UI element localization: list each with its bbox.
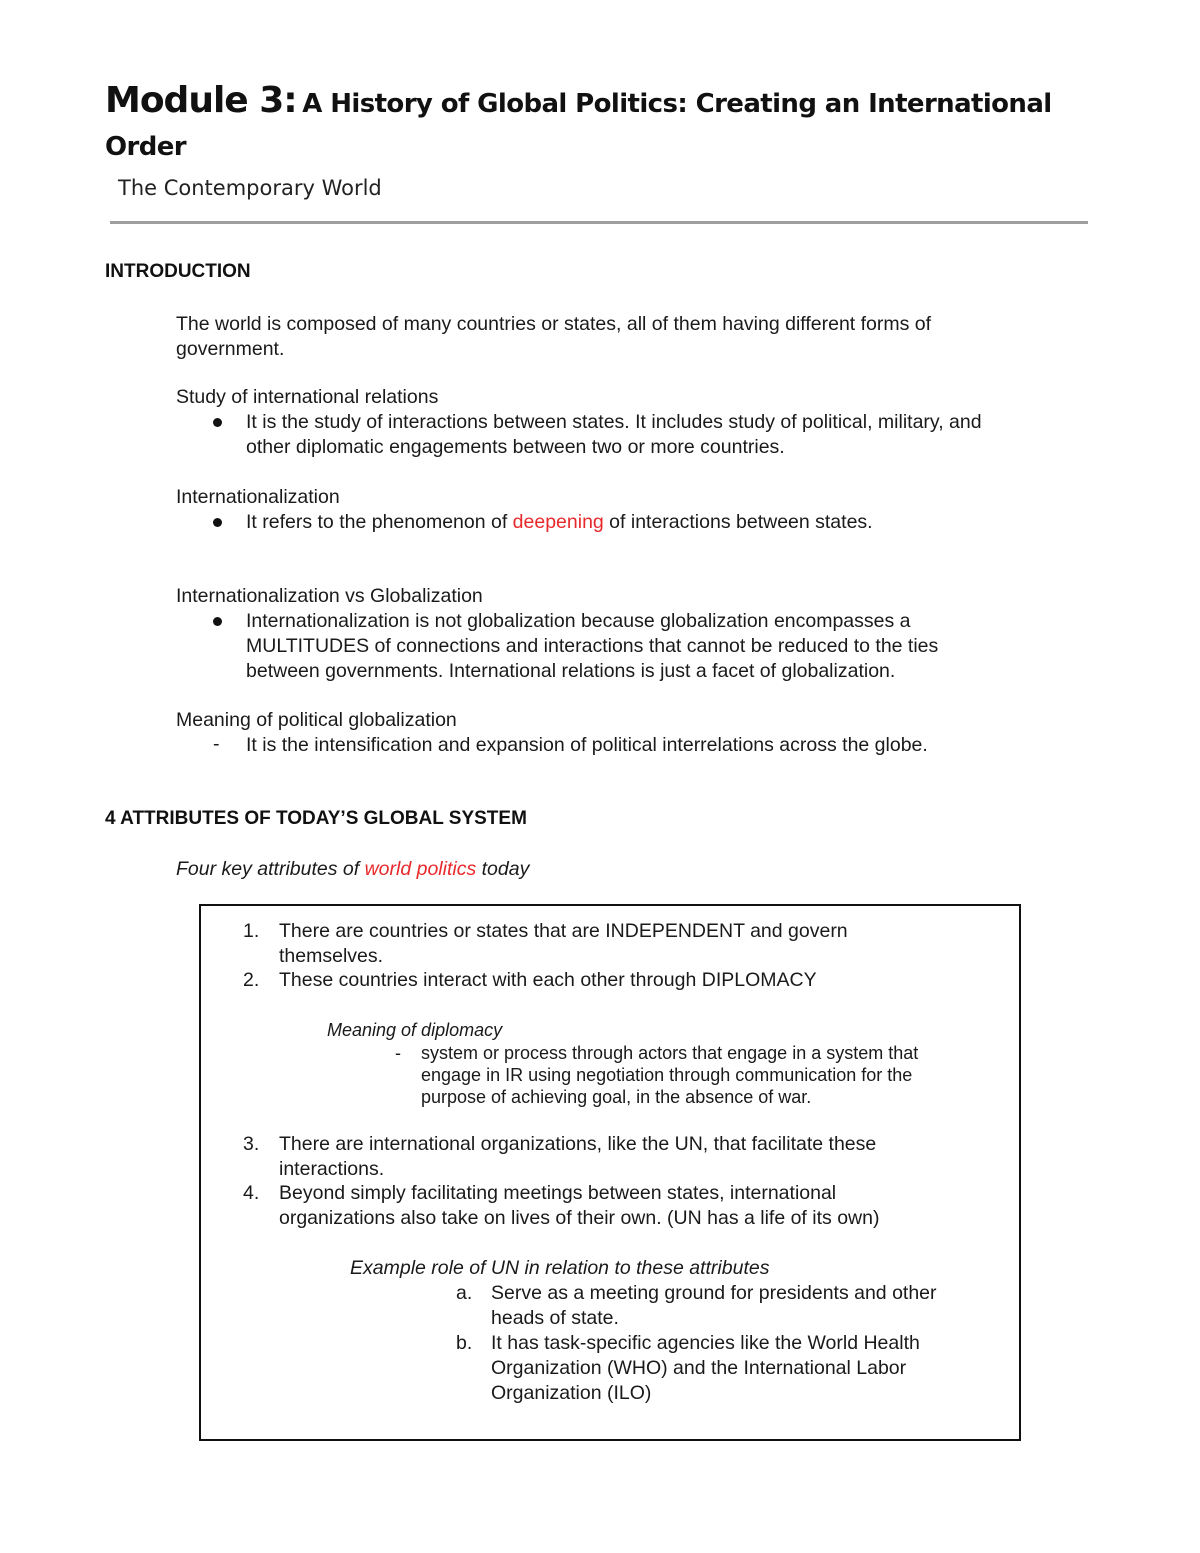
vs-bullet-line-1: Internationalization is not globalization because globalization encompasses a [246, 610, 911, 632]
political-globalization-line: It is the intensification and expansion of political interrelations across the globe. [246, 734, 928, 756]
political-globalization-title: Meaning of political globalization [176, 709, 457, 731]
introduction-heading: INTRODUCTION [105, 261, 251, 282]
dash-marker: - [213, 733, 220, 755]
un-example-b-line-3: Organization (ILO) [491, 1382, 652, 1404]
attribute-number: 2. [243, 969, 260, 991]
attribute-number: 1. [243, 920, 260, 942]
title-divider [110, 221, 1088, 224]
title-line-2: Order [105, 132, 186, 162]
page-subtitle: The Contemporary World [118, 176, 382, 200]
attribute-3-line-1: There are international organizations, like the UN, that facilitate these [279, 1133, 877, 1155]
un-example-title: Example role of UN in relation to these attributes [350, 1257, 770, 1279]
vs-bullet-line-3: between governments. International relations is just a facet of globalization. [246, 660, 896, 682]
attribute-1-line-1: There are countries or states that are INDEPENDENT and govern [279, 920, 848, 942]
vs-bullet-line-2: MULTITUDES of connections and interactions that cannot be reduced to the ties [246, 635, 939, 657]
un-example-b-line-1: It has task-specific agencies like the World Health [491, 1332, 920, 1354]
un-example-a-line-2: heads of state. [491, 1307, 619, 1329]
bullet-icon [213, 418, 222, 427]
attribute-3-line-2: interactions. [279, 1158, 385, 1180]
attribute-4-line-1: Beyond simply facilitating meetings between states, international [279, 1182, 837, 1204]
internationalization-text-pre: It refers to the phenomenon of [246, 511, 513, 533]
un-example-b-line-2: Organization (WHO) and the International Labor [491, 1357, 907, 1379]
un-example-letter: a. [456, 1282, 473, 1304]
ir-section-title: Study of international relations [176, 386, 439, 408]
intro-paragraph-line-2: government. [176, 338, 285, 360]
attributes-intro-pre: Four key attributes of [176, 858, 365, 880]
dash-marker: - [395, 1043, 401, 1063]
attributes-heading: 4 ATTRIBUTES OF TODAY’S GLOBAL SYSTEM [105, 808, 527, 829]
attribute-2-line-1: These countries interact with each other through DIPLOMACY [279, 969, 817, 991]
page-title [105, 80, 1052, 121]
module-label: Module 3: [105, 80, 297, 121]
ir-bullet-line-1: It is the study of interactions between states. It includes study of political, military, and [246, 411, 982, 433]
vs-section-title: Internationalization vs Globalization [176, 585, 483, 607]
attributes-intro [176, 857, 529, 882]
diplomacy-line-3: purpose of achieving goal, in the absence of war. [421, 1087, 812, 1107]
highlight-world-politics: world politics [364, 858, 477, 880]
page-title-continued [105, 132, 186, 162]
diplomacy-title: Meaning of diplomacy [327, 1020, 503, 1040]
attribute-number: 3. [243, 1133, 260, 1155]
attributes-intro-post: today [476, 858, 530, 880]
attribute-number: 4. [243, 1182, 260, 1204]
internationalization-bullet [246, 510, 873, 535]
un-example-letter: b. [456, 1332, 473, 1354]
diplomacy-line-1: system or process through actors that engage in a system that [421, 1043, 919, 1063]
diplomacy-line-2: engage in IR using negotiation through communication for the [421, 1065, 913, 1085]
un-example-a-line-1: Serve as a meeting ground for presidents and other [491, 1282, 937, 1304]
internationalization-text-post: of interactions between states. [603, 511, 873, 533]
intro-paragraph-line-1: The world is composed of many countries or states, all of them having different forms of [176, 313, 932, 335]
ir-bullet-line-2: other diplomatic engagements between two or more countries. [246, 436, 785, 458]
highlight-deepening: deepening [512, 511, 604, 533]
internationalization-title: Internationalization [176, 486, 340, 508]
bullet-icon [213, 518, 222, 527]
attribute-1-line-2: themselves. [279, 945, 384, 967]
bullet-icon [213, 617, 222, 626]
title-line-1: A History of Global Politics: Creating an International [302, 89, 1052, 119]
attribute-4-line-2: organizations also take on lives of their own. (UN has a life of its own) [279, 1207, 880, 1229]
